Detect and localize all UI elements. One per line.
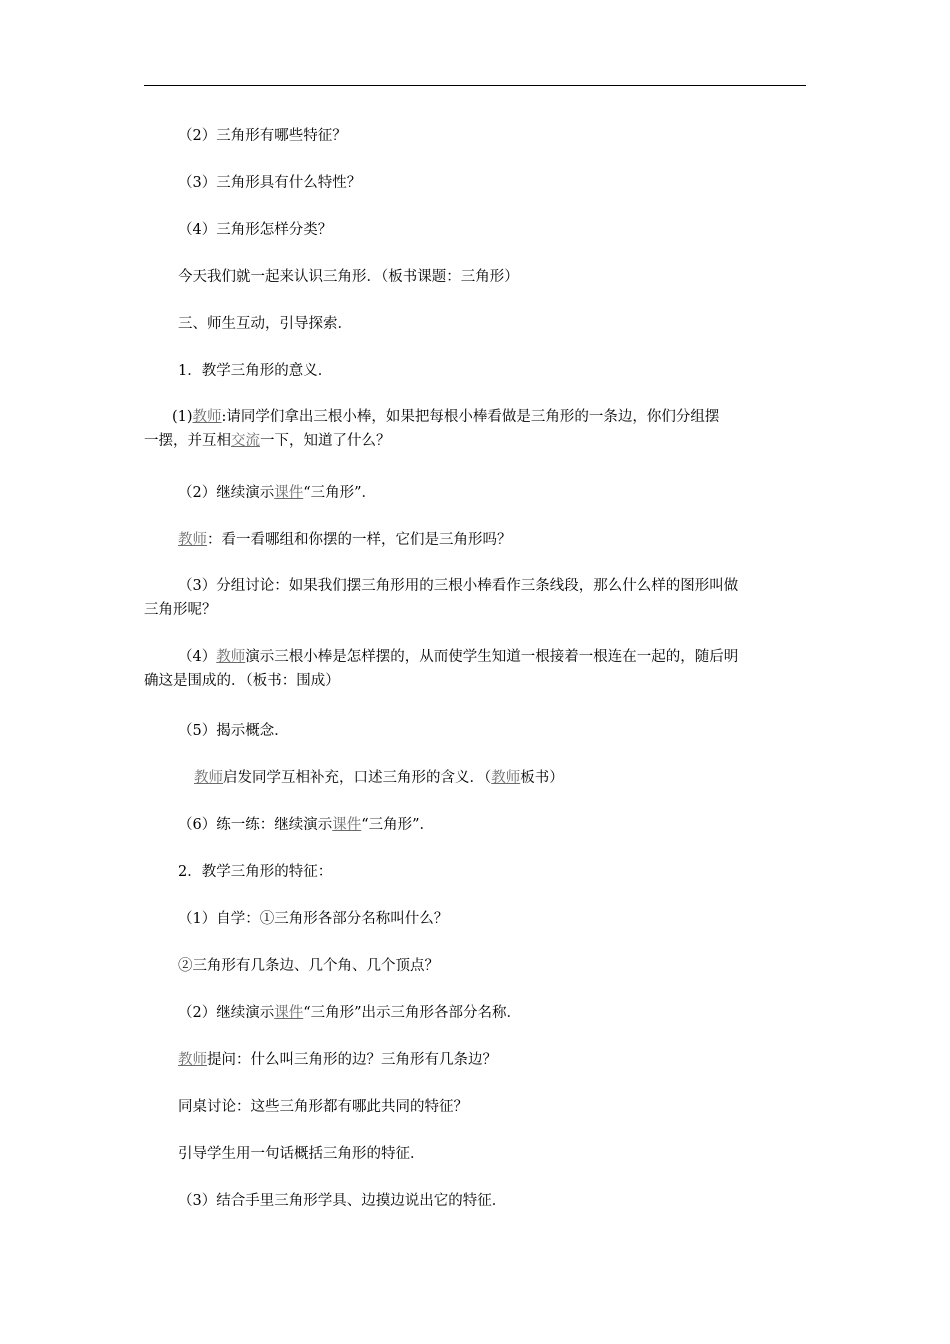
paragraph-teacher-3: [144, 1048, 842, 1072]
paragraph-p2: [144, 481, 842, 505]
paragraph-teacher-1: [144, 528, 842, 552]
text: （4）三角形怎样分类？: [178, 222, 333, 238]
text: 提问：什么叫三角形的边？三角形有几条边？: [207, 1052, 497, 1068]
link-teacher[interactable]: 教师: [216, 649, 246, 665]
paragraph-teacher-2: [144, 766, 858, 790]
paragraph-p6: [144, 813, 842, 837]
text: “三角形”出示三角形各部分名称．: [303, 1005, 522, 1021]
text: :请同学们拿出三根小棒，如果把每根小棒看做是三角形的一条边，你们分组摆: [221, 409, 720, 425]
paragraph-q3: [144, 171, 842, 195]
text: “三角形”．: [361, 817, 435, 833]
link-courseware[interactable]: 课件: [274, 485, 304, 501]
text: （2）继续演示: [178, 485, 275, 501]
text: 演示三根小棒是怎样摆的，从而使学生知道一根接着一根连在一起的，随后明: [245, 649, 739, 665]
text: 1．教学三角形的意义．: [178, 363, 333, 379]
text: 确这是围成的．（板书：围成）: [144, 673, 340, 689]
paragraph-p5: [144, 719, 842, 743]
text: （3）分组讨论：如果我们摆三角形用的三根小棒看作三条线段，那么什么样的图形叫做: [178, 578, 739, 594]
text: 板书）: [520, 770, 564, 786]
header-rule: [144, 85, 806, 86]
text: （4）: [178, 649, 217, 665]
paragraph-p1: [144, 405, 808, 453]
text: 2．教学三角形的特征：: [178, 864, 333, 880]
link-courseware[interactable]: 课件: [274, 1005, 304, 1021]
subsection-2-heading: [144, 860, 842, 884]
text: （1）自学：①三角形各部分名称叫什么？: [178, 911, 449, 927]
paragraph-p4: [144, 645, 808, 693]
text: (1): [172, 409, 193, 425]
text: ②三角形有几条边、几个角、几个顶点？: [178, 958, 439, 974]
link-teacher[interactable]: 教师: [491, 770, 521, 786]
text: 同桌讨论：这些三角形都有哪此共同的特征？: [178, 1099, 468, 1115]
text: 启发同学互相补充，口述三角形的含义．（: [223, 770, 492, 786]
paragraph-q4: [144, 218, 842, 242]
text: 引导学生用一句话概括三角形的特征．: [178, 1146, 425, 1162]
paragraph-today: [144, 265, 842, 289]
text: （2）三角形有哪些特征？: [178, 128, 347, 144]
link-teacher[interactable]: 教师: [194, 770, 223, 786]
text: 一下，知道了什么？: [260, 433, 391, 449]
text: 今天我们就一起来认识三角形．（板书课题：三角形）: [178, 269, 519, 285]
text: 三、师生互动，引导探索．: [178, 316, 352, 332]
paragraph-f2: [144, 1001, 842, 1025]
text: “三角形”．: [303, 485, 377, 501]
text: ：看一看哪组和你摆的一样，它们是三角形吗？: [207, 532, 512, 548]
link-teacher[interactable]: 教师: [192, 409, 222, 425]
text: （2）继续演示: [178, 1005, 275, 1021]
paragraph-f1: [144, 907, 842, 931]
link-courseware[interactable]: 课件: [332, 817, 362, 833]
subsection-1-heading: [144, 359, 842, 383]
text: （5）揭示概念．: [178, 723, 289, 739]
paragraph-desk: [144, 1095, 842, 1119]
text: （3）结合手里三角形学具、边摸边说出它的特征．: [178, 1193, 507, 1209]
paragraph-f1b: [144, 954, 842, 978]
paragraph-guide: [144, 1142, 842, 1166]
link-teacher[interactable]: 教师: [178, 1052, 207, 1068]
paragraph-q2: [144, 124, 842, 148]
paragraph-p3: [144, 574, 808, 622]
paragraph-f3: [144, 1189, 842, 1213]
text: 一摆，并互相: [144, 433, 231, 449]
link-teacher[interactable]: 教师: [178, 532, 207, 548]
text: 三角形呢？: [144, 602, 217, 618]
text: （6）练一练：继续演示: [178, 817, 333, 833]
link-exchange[interactable]: 交流: [231, 433, 260, 449]
section-3-heading: [144, 312, 842, 336]
text: （3）三角形具有什么特性？: [178, 175, 362, 191]
